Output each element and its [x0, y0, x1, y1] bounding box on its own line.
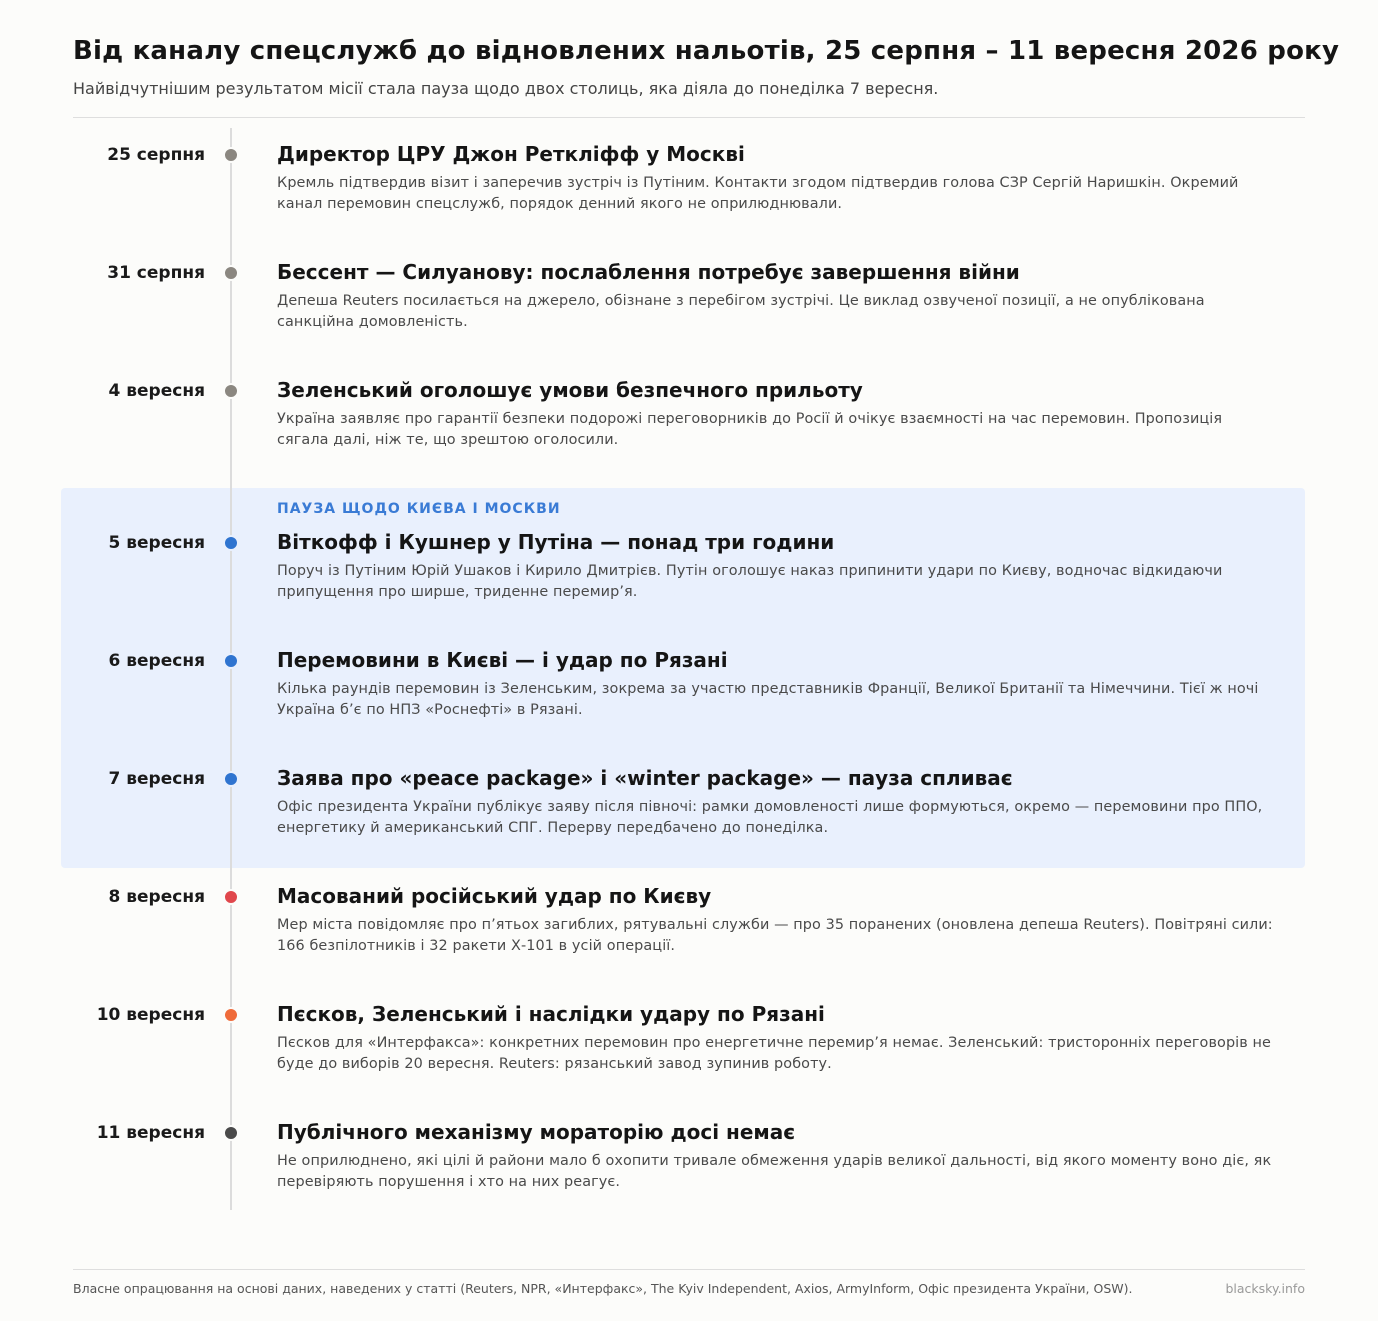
event-date: 4 вересня [108, 381, 205, 401]
timeline-event [0, 378, 1378, 481]
event-description: Поруч із Путіним Юрій Ушаков і Кирило Дмитрієв. Путін оголошує наказ припинити удари по Києву, водночас відкидаючи припущення про ширше, триденне перемир’я. [277, 563, 1223, 600]
pause-period-label: ПАУЗА ЩОДО КИЄВА І МОСКВИ [277, 501, 561, 517]
event-marker-dot [223, 1007, 239, 1023]
footer-divider [73, 1269, 1305, 1270]
event-marker-dot [223, 265, 239, 281]
event-heading: Директор ЦРУ Джон Реткліфф у Москві [277, 142, 745, 166]
footer-source: Власне опрацювання на основі даних, наведених у статті (Reuters, NPR, «Интерфакс», The Kyiv Independent, Axios, ArmyInform, Офіс президента України, OSW). [73, 1281, 1133, 1296]
event-description: Не оприлюднено, які цілі й райони мало б охопити тривале обмеження ударів великої дальності, від якого моменту воно діє, як перевіряють порушення і хто на них реагує. [277, 1153, 1272, 1190]
event-heading: Зеленський оголошує умови безпечного прильоту [277, 378, 863, 402]
header-divider [73, 117, 1305, 118]
event-heading: Віткофф і Кушнер у Путіна — понад три години [277, 530, 835, 554]
event-date: 5 вересня [108, 533, 205, 553]
timeline-event [0, 766, 1378, 869]
page-subtitle: Найвідчутнішим результатом місії стала пауза щодо двох столиць, яка діяла до понеділка 7 вересня. [73, 79, 939, 98]
event-description: Офіс президента України публікує заяву після півночі: рамки домовленості лише формуються, окремо — перемовини про ППО, енергетику й американський СПГ. Перерву передбачено до понеділка. [277, 799, 1263, 836]
timeline-event [0, 1002, 1378, 1105]
event-heading: Бессент — Силуанову: послаблення потребує завершення війни [277, 260, 1020, 284]
event-heading: Публічного механізму мораторію досі немає [277, 1120, 796, 1144]
event-description: Депеша Reuters посилається на джерело, обізнане з перебігом зустрічі. Це виклад озвученої позиції, а не опублікована санкційна домовленість. [277, 293, 1205, 330]
timeline-event [0, 648, 1378, 751]
event-description: Пєсков для «Интерфакса»: конкретних перемовин про енергетичне перемир’я немає. Зеленський: тристоронніх переговорів не буде до виборів 20 вересня. Reuters: рязанський завод зупинив роботу. [277, 1035, 1271, 1072]
event-description: Кремль підтвердив візит і заперечив зустріч із Путіним. Контакти згодом підтвердив голова СЗР Сергій Наришкін. Окремий канал перемовин спецслужб, порядок денний якого не оприлюднювали. [277, 175, 1239, 212]
event-marker-dot [223, 653, 239, 669]
event-heading: Заява про «peace package» і «winter package» — пауза спливає [277, 766, 1013, 790]
footer-brand[interactable]: blacksky.info [1225, 1281, 1305, 1296]
event-date: 25 серпня [107, 145, 205, 165]
event-marker-dot [223, 535, 239, 551]
event-heading: Перемовини в Києві — і удар по Рязані [277, 648, 728, 672]
event-description: Україна заявляє про гарантії безпеки подорожі переговорників до Росії й очікує взаємності на час перемовин. Пропозиція сягала далі, ніж те, що зрештою оголосили. [277, 411, 1223, 448]
timeline-event [0, 530, 1378, 633]
event-marker-dot [223, 1125, 239, 1141]
event-marker-dot [223, 771, 239, 787]
timeline-event [0, 142, 1378, 245]
event-marker-dot [223, 383, 239, 399]
event-description: Мер міста повідомляє про п’ятьох загиблих, рятувальні служби — про 35 поранених (оновлена депеша Reuters). Повітряні сили: 166 безпілотників і 32 ракети Х-101 в усій операції. [277, 917, 1273, 954]
event-date: 11 вересня [96, 1123, 205, 1143]
event-date: 31 серпня [107, 263, 205, 283]
page-title: Від каналу спецслужб до відновлених нальотів, 25 серпня – 11 вересня 2026 року [73, 36, 1340, 66]
timeline-event [0, 884, 1378, 987]
event-date: 6 вересня [108, 651, 205, 671]
event-date: 7 вересня [108, 769, 205, 789]
timeline-event [0, 260, 1378, 363]
timeline-event [0, 1120, 1378, 1223]
event-date: 8 вересня [108, 887, 205, 907]
event-description: Кілька раундів перемовин із Зеленським, зокрема за участю представників Франції, Великої Британії та Німеччини. Тієї ж ночі Україна б’є по НПЗ «Роснефті» в Рязані. [277, 681, 1259, 718]
event-marker-dot [223, 147, 239, 163]
event-date: 10 вересня [96, 1005, 205, 1025]
event-marker-dot [223, 889, 239, 905]
event-heading: Масований російський удар по Києву [277, 884, 712, 908]
event-heading: Пєсков, Зеленський і наслідки удару по Рязані [277, 1002, 825, 1026]
